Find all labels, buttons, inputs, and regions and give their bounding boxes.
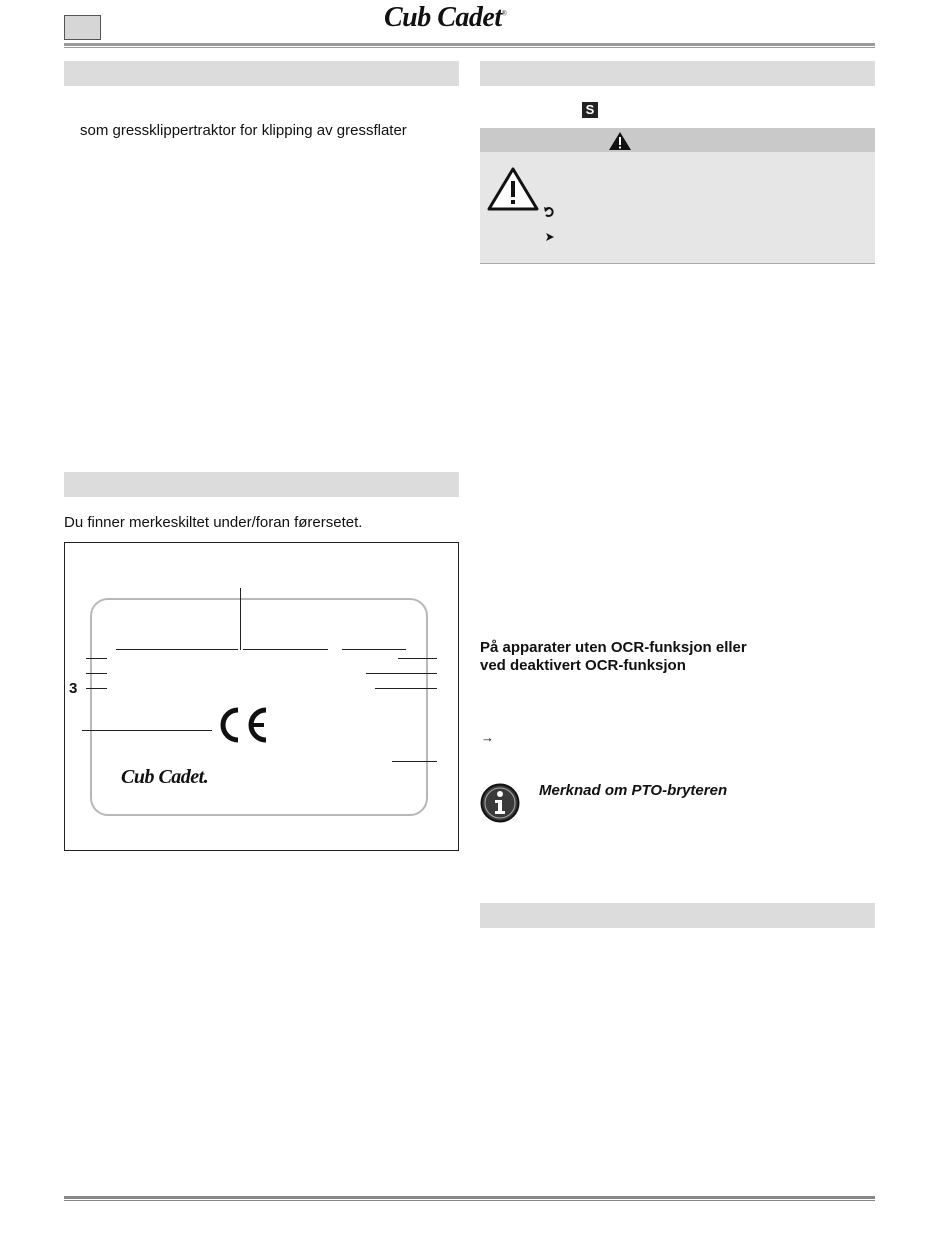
callout-line-right-3 [375,688,437,689]
warning-header [480,128,875,152]
arrow-bullet-icon: → [481,730,494,745]
warning-triangle-outline-icon [486,166,540,217]
callout-number-3: 3 [69,680,78,697]
callout-line-right-lower [392,761,437,762]
callout-line-right-1 [398,658,437,659]
callout-line-right-2 [366,673,437,674]
ocr-heading-line-1: På apparater uten OCR-funksjon eller [480,639,747,656]
callout-line-left-3 [86,688,107,689]
info-circle-icon [480,783,520,828]
callout-line-top-vertical [240,588,241,650]
page-number-tab [64,15,101,40]
ce-mark [216,705,272,745]
footer-rule [64,1196,875,1201]
info-note-title: Merknad om PTO-bryteren [539,782,728,799]
header-logo-mark: ® [501,9,507,18]
callout-line-ce [82,730,212,731]
ocr-heading-line-2: ved deaktivert OCR-funksjon [480,657,686,674]
callout-line-left-1 [86,658,107,659]
symbol-badge: S [582,102,598,118]
callout-line-left-2 [86,673,107,674]
callout-line-top-right [342,649,406,650]
rating-plate-intro: Du finner merkeskiltet under/foran førersetet. [64,514,363,531]
header-rule [64,43,875,48]
action-arrow-icon [544,205,556,223]
header-logo [384,2,506,34]
header-logo-text: Cub Cadet [384,2,502,33]
plate-logo-mark: . [203,766,209,788]
callout-line-top-left [116,649,238,650]
warning-body [480,152,875,264]
section-bar-bottom-right [480,903,875,928]
intended-use-text: som gressklippertraktor for klipping av gressflater [80,122,407,139]
arrowhead-bullet-icon [545,229,555,247]
section-bar-symbols [480,61,875,86]
section-bar-intended-use [64,61,459,86]
callout-line-top-mid [243,649,328,650]
plate-logo [121,766,208,789]
section-bar-rating-plate [64,472,459,497]
plate-logo-text: Cub Cadet [121,766,204,788]
